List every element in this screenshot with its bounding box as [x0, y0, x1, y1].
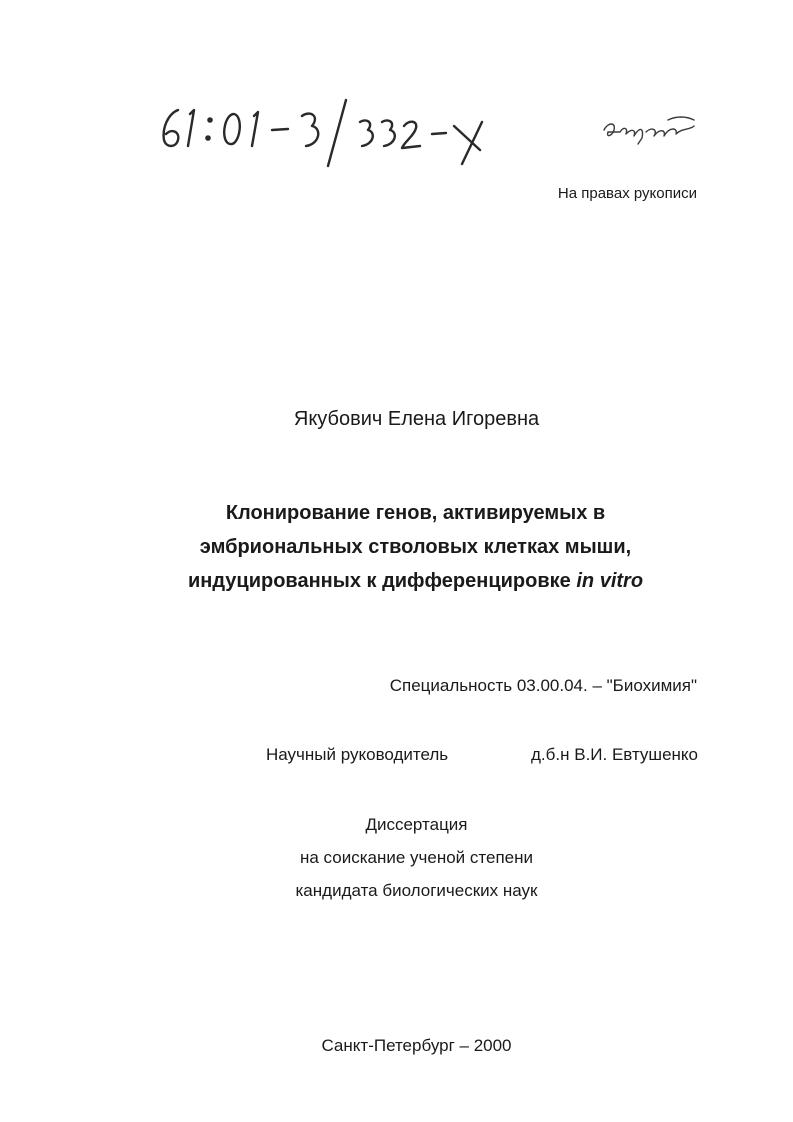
- dissertation-line-2: на соискание ученой степени: [299, 848, 533, 867]
- title-line-3: [38, 564, 793, 598]
- handwritten-archive-code: [150, 92, 520, 172]
- advisor-name: д.б.н В.И. Евтушенко: [531, 745, 698, 764]
- handwritten-signature: [598, 108, 698, 148]
- title-in-vitro: in vitro: [576, 570, 644, 592]
- title-line-3-text: индуцированных к дифференцировке: [187, 570, 577, 592]
- title-line-1: Клонирование генов, активируемых в: [225, 502, 606, 524]
- title-line-2: эмбриональных стволовых клетках мыши,: [199, 536, 632, 558]
- city-year: Санкт-Петербург – 2000: [321, 1036, 512, 1055]
- author-name: Якубович Елена Игоревна: [293, 408, 540, 430]
- manuscript-rights-note: На правах рукописи: [557, 185, 697, 202]
- dissertation-line-1: Диссертация: [365, 815, 468, 834]
- dissertation-degree-block: [0, 808, 793, 907]
- dissertation-title: [0, 496, 793, 598]
- specialty-line: Специальность 03.00.04. – "Биохимия": [389, 676, 697, 695]
- dissertation-line-3: кандидата биологических наук: [295, 881, 538, 900]
- advisor-label: Научный руководитель: [266, 745, 449, 764]
